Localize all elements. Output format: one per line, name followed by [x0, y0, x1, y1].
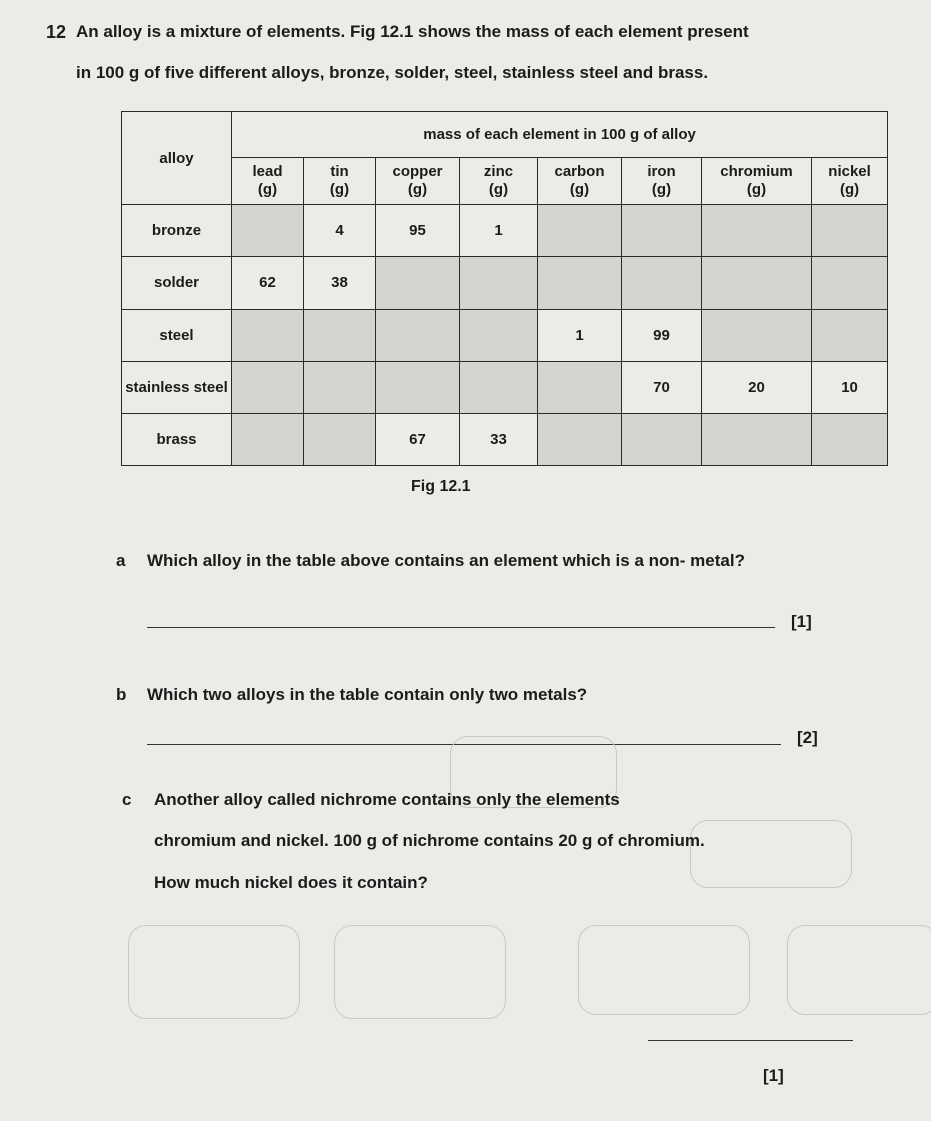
part-c-answer-line[interactable]: [648, 1040, 853, 1041]
table-cell: [538, 361, 622, 413]
part-a-question: Which alloy in the table above contains an element which is a non- metal?: [147, 551, 745, 570]
table-row: [122, 309, 888, 361]
table-cell: [622, 205, 702, 257]
table-cell: [376, 257, 460, 309]
table-cell: [812, 309, 888, 361]
table-cell: [702, 309, 812, 361]
table-row: [122, 205, 888, 257]
table-row: [122, 361, 888, 413]
table-cell: [304, 413, 376, 465]
column-header: carbon (g): [538, 158, 622, 205]
table-cell: 1: [538, 309, 622, 361]
alloy-name: brass: [122, 413, 232, 465]
part-c-line-3: How much nickel does it contain?: [154, 873, 428, 892]
table-cell: [812, 257, 888, 309]
table-cell: 95: [376, 205, 460, 257]
table-cell: [702, 205, 812, 257]
question-number: 12: [46, 22, 67, 42]
column-header: zinc (g): [460, 158, 538, 205]
table-cell: [702, 257, 812, 309]
table-row: [122, 413, 888, 465]
alloy-header: alloy: [122, 112, 232, 205]
table-cell: [538, 257, 622, 309]
table-row: [122, 257, 888, 309]
table-cell: 67: [376, 413, 460, 465]
table-cell: [232, 361, 304, 413]
show-through-shape: [334, 925, 506, 1019]
column-header-row: [122, 158, 888, 205]
table-cell: 62: [232, 257, 304, 309]
table-cell: [622, 257, 702, 309]
part-c-marks: [1]: [763, 1066, 784, 1085]
table-cell: 99: [622, 309, 702, 361]
part-b-marks: [2]: [797, 728, 818, 747]
alloy-table: [121, 111, 887, 466]
part-c-line-1: Another alloy called nichrome contains only the elements: [154, 790, 620, 809]
table-cell: [622, 413, 702, 465]
column-header: nickel (g): [812, 158, 888, 205]
table-cell: [376, 309, 460, 361]
column-header: tin (g): [304, 158, 376, 205]
table-cell: [232, 205, 304, 257]
table-cell: [232, 413, 304, 465]
figure-caption: Fig 12.1: [411, 478, 471, 495]
part-c-label: c: [122, 790, 132, 809]
alloy-name: bronze: [122, 205, 232, 257]
table-cell: [232, 309, 304, 361]
table-cell: [538, 413, 622, 465]
table-cell: 1: [460, 205, 538, 257]
table-cell: [460, 309, 538, 361]
table-cell: [460, 257, 538, 309]
table-cell: [812, 413, 888, 465]
part-b-label: b: [116, 685, 127, 704]
alloy-name: solder: [122, 257, 232, 309]
table-cell: [304, 309, 376, 361]
intro-line-1: An alloy is a mixture of elements. Fig 12.1 shows the mass of each element present: [76, 22, 749, 41]
table-cell: [702, 413, 812, 465]
alloy-name: steel: [122, 309, 232, 361]
table-cell: 33: [460, 413, 538, 465]
show-through-shape: [578, 925, 750, 1015]
column-header: iron (g): [622, 158, 702, 205]
part-b-question: Which two alloys in the table contain only two metals?: [147, 685, 588, 704]
table-cell: [376, 361, 460, 413]
table-cell: 38: [304, 257, 376, 309]
column-header: lead (g): [232, 158, 304, 205]
table-cell: [538, 205, 622, 257]
column-header: chromium (g): [702, 158, 812, 205]
part-a-label: a: [116, 551, 126, 570]
table-cell: 70: [622, 361, 702, 413]
part-a-marks: [1]: [791, 612, 812, 631]
intro-line-2: in 100 g of five different alloys, bronze, solder, steel, stainless steel and brass.: [76, 63, 709, 82]
show-through-shape: [128, 925, 300, 1019]
alloy-name: stainless steel: [122, 361, 232, 413]
show-through-shape: [787, 925, 931, 1015]
show-through-shape: [690, 820, 852, 888]
part-c-line-2: chromium and nickel. 100 g of nichrome contains 20 g of chromium.: [154, 831, 705, 850]
column-header: copper (g): [376, 158, 460, 205]
part-a-answer-line[interactable]: [147, 627, 775, 628]
table-cell: 4: [304, 205, 376, 257]
table-cell: [812, 205, 888, 257]
table-cell: [304, 361, 376, 413]
table-cell: [460, 361, 538, 413]
group-header: mass of each element in 100 g of alloy: [232, 112, 888, 158]
table-cell: 10: [812, 361, 888, 413]
table-cell: 20: [702, 361, 812, 413]
